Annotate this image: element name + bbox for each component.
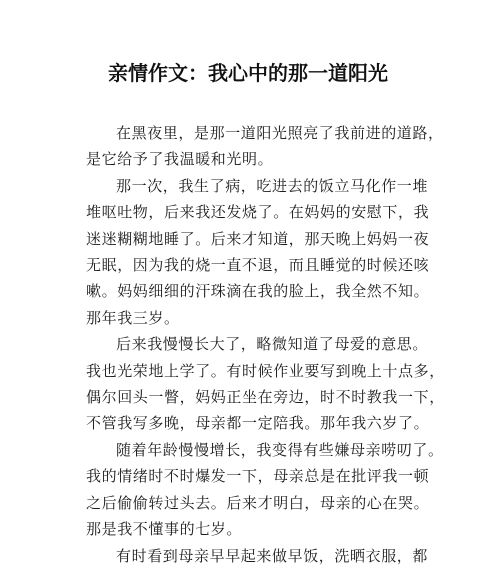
text-line: 迷迷糊糊地睡了。后来才知道，那天晚上妈妈一夜 [86,229,430,248]
text-line: 堆呕吐物，后来我还发烧了。在妈妈的安慰下，我 [86,203,430,222]
text-line: 无眠，因为我的烧一直不退，而且睡觉的时候还咳 [86,256,430,275]
document-title: 亲情作文：我心中的那一道阳光 [108,61,388,85]
text-line: 那年我三岁。 [86,308,180,327]
text-line: 之后偷偷转过头去。后来才明白，母亲的心在哭。 [86,493,430,512]
text-line: 后来我慢慢长大了，略微知道了母爱的意思。 [116,335,429,354]
text-line: 那一次，我生了病，吃进去的饭立马化作一堆 [116,176,429,195]
text-line: 我的情绪时不时爆发一下，母亲总是在批评我一顿 [86,467,430,486]
text-line: 我也光荣地上学了。有时候作业要写到晚上十点多， [86,361,445,380]
document-body [86,120,448,569]
text-line: 在黑夜里，是那一道阳光照亮了我前进的道路， [116,124,444,142]
text-line: 不管我写多晚，母亲都一定陪我。那年我六岁了。 [86,414,430,433]
text-line: 偶尔回头一瞥，妈妈正坐在旁边，时不时教我一下， [86,388,445,407]
text-line: 那是我不懂事的七岁。 [86,520,243,539]
text-line: 嗽。妈妈细细的汗珠滴在我的脸上，我全然不知。 [86,282,430,301]
text-line: 有时看到母亲早早起来做早饭，洗晒衣服，都 [116,546,429,565]
text-line: 随着年龄慢慢增长，我变得有些嫌母亲唠叨了。 [116,440,444,459]
text-line: 是它给予了我温暖和光明。 [86,150,274,169]
